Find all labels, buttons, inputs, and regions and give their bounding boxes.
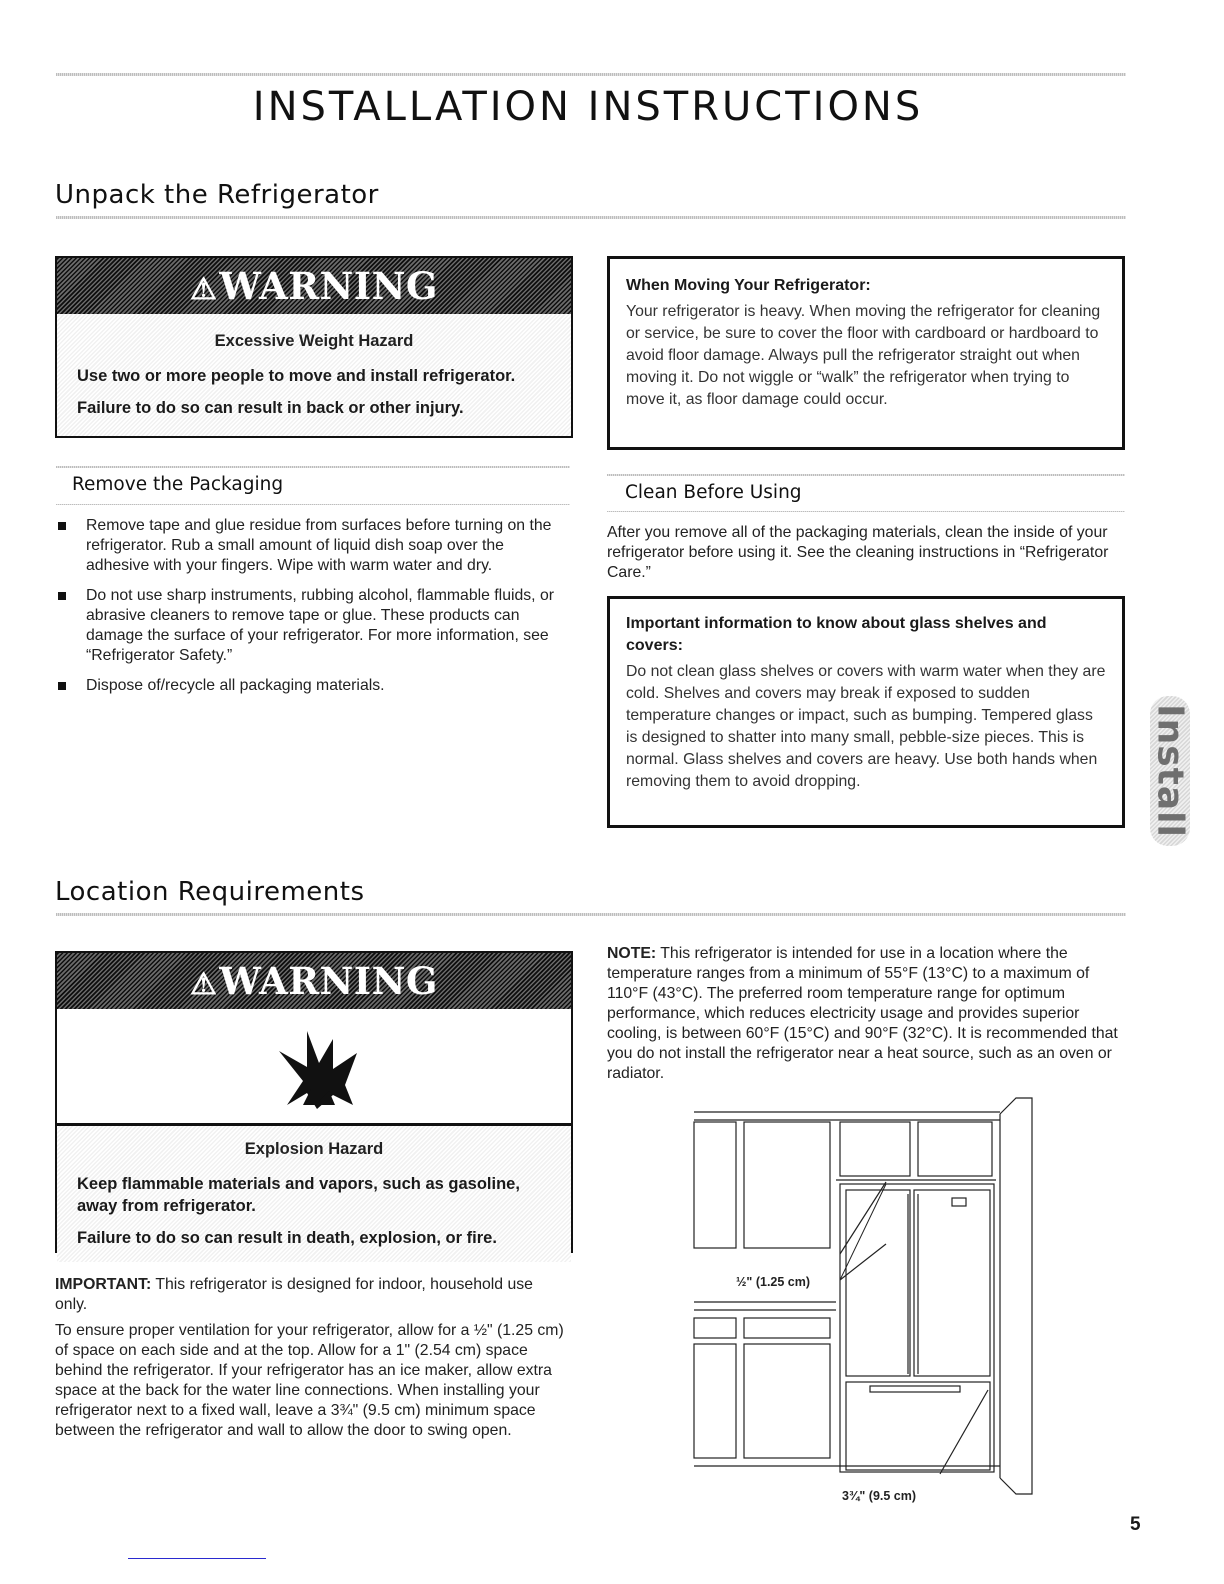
list-item: Remove tape and glue residue from surfaces before turning on the refrigerator. Rub a small amount of liquid dish soap over the adhesive with your fingers. Wipe with warm water and dry. [56,516,562,576]
warning-body [57,1126,571,1262]
warning-line-1: Use two or more people to move and install refrigerator. [77,367,516,385]
footer-line [128,1558,266,1559]
important-paragraph [55,1275,565,1315]
note-label: NOTE: [607,945,657,962]
moving-text: Your refrigerator is heavy. When moving the refrigerator for cleaning or service, be sure to cover the floor with cardboard or hardboard to avoid floor damage. Always pull the refrigerator straight out when moving it. Do not wiggle or “walk” the refrigerator when trying to move it, as floor damage could occur. [626,303,1101,408]
glass-text: Do not clean glass shelves or covers with warm water when they are cold. Shelves and covers may break if exposed to sudden temperature changes or impact, such as bumping. Tempered glass is designed to shatter into many small, pebble-size pieces. This is normal. Glass shelves and covers are heavy. Use both hands when removing them to avoid dropping. [626,663,1106,790]
side-tab-label: Install [1149,704,1191,838]
note-paragraph [607,944,1123,1084]
page-number: 5 [1130,1514,1141,1535]
section-title-location: Location Requirements [55,877,365,907]
note-text: This refrigerator is intended for use in a location where the temperature ranges from a minimum of 55°F (13°C) to a maximum of 110°F (43°C). The preferred room temperature range for optimum performance, which reduces electricity usage and provides superior cooling, is between 60°F (15°C) and 90°F (32°C). It is recommended that you do not install the refrigerator near a heat source, such as an oven or radiator. [607,945,1118,1082]
subsection-rule-packaging [56,466,570,468]
hazard-name: Explosion Hazard [244,1140,384,1158]
explosion-icon [57,1009,571,1123]
moving-heading: When Moving Your Refrigerator: [626,277,871,294]
explosion-symbol-area [57,1009,571,1126]
section-title-unpack: Unpack the Refrigerator [55,180,379,210]
weight-warning-box [55,256,573,438]
warning-line-1: Keep flammable materials and vapors, such as gasoline, away from refrigerator. [77,1175,520,1215]
important-label: IMPORTANT: [55,1276,152,1293]
subsection-underline-clean [607,511,1125,512]
install-side-tab [1150,696,1190,846]
subsection-title-clean: Clean Before Using [625,482,802,503]
list-item: Do not use sharp instruments, rubbing alcohol, flammable fluids, or abrasive cleaners to remove tape or glue. These products can damage the surface of your refrigerator. For more information, see “Refrigerator Safety.” [56,586,562,666]
ventilation-paragraph: To ensure proper ventilation for your refrigerator, allow for a ½" (1.25 cm) of space on each side and at the top. Allow for a 1" (2.54 cm) space behind the refrigerator. If your refrigerator has an ice maker, allow extra space at the back for the water line connections. When installing your refrigerator next to a fixed wall, leave a 3¾" (9.5 cm) minimum space between the refrigerator and wall to allow the door to swing open. [55,1322,564,1439]
glass-info-box [607,596,1125,828]
clearance-diagram [690,1094,1040,1512]
section-rule-unpack [56,216,1126,219]
moving-info-box [607,256,1125,450]
diagram-label-wall: 3¾" (9.5 cm) [842,1489,917,1503]
clean-before-text: After you remove all of the packaging materials, clean the inside of your refrigerator before using it. See the cleaning instructions in “Refrigerator Care.” [607,524,1109,581]
list-item: Dispose of/recycle all packaging materials. [56,676,562,696]
subsection-underline-packaging [56,504,570,505]
warning-triangle-icon: ⚠ [189,967,218,1002]
warning-line-2: Failure to do so can result in back or other injury. [77,399,464,417]
explosion-warning-box [55,951,573,1253]
top-rule [56,73,1126,76]
subsection-rule-clean [607,474,1125,476]
warning-line-2: Failure to do so can result in death, explosion, or fire. [77,1229,497,1247]
hazard-name: Excessive Weight Hazard [214,332,414,350]
section-rule-location [56,913,1126,916]
diagram-label-side: ½" (1.25 cm) [736,1275,811,1289]
subsection-title-packaging: Remove the Packaging [72,474,284,495]
warning-banner [57,258,571,314]
warning-label: WARNING [219,264,439,308]
page-title: INSTALLATION INSTRUCTIONS [252,84,924,130]
important-text: This refrigerator is designed for indoor, household use only. [55,1276,533,1313]
packaging-bullet-list [56,516,562,706]
warning-body [57,314,571,436]
glass-heading: Important information to know about glass shelves and covers: [626,615,1047,654]
warning-label: WARNING [219,959,439,1003]
warning-banner [57,953,571,1009]
warning-triangle-icon: ⚠ [189,272,218,307]
